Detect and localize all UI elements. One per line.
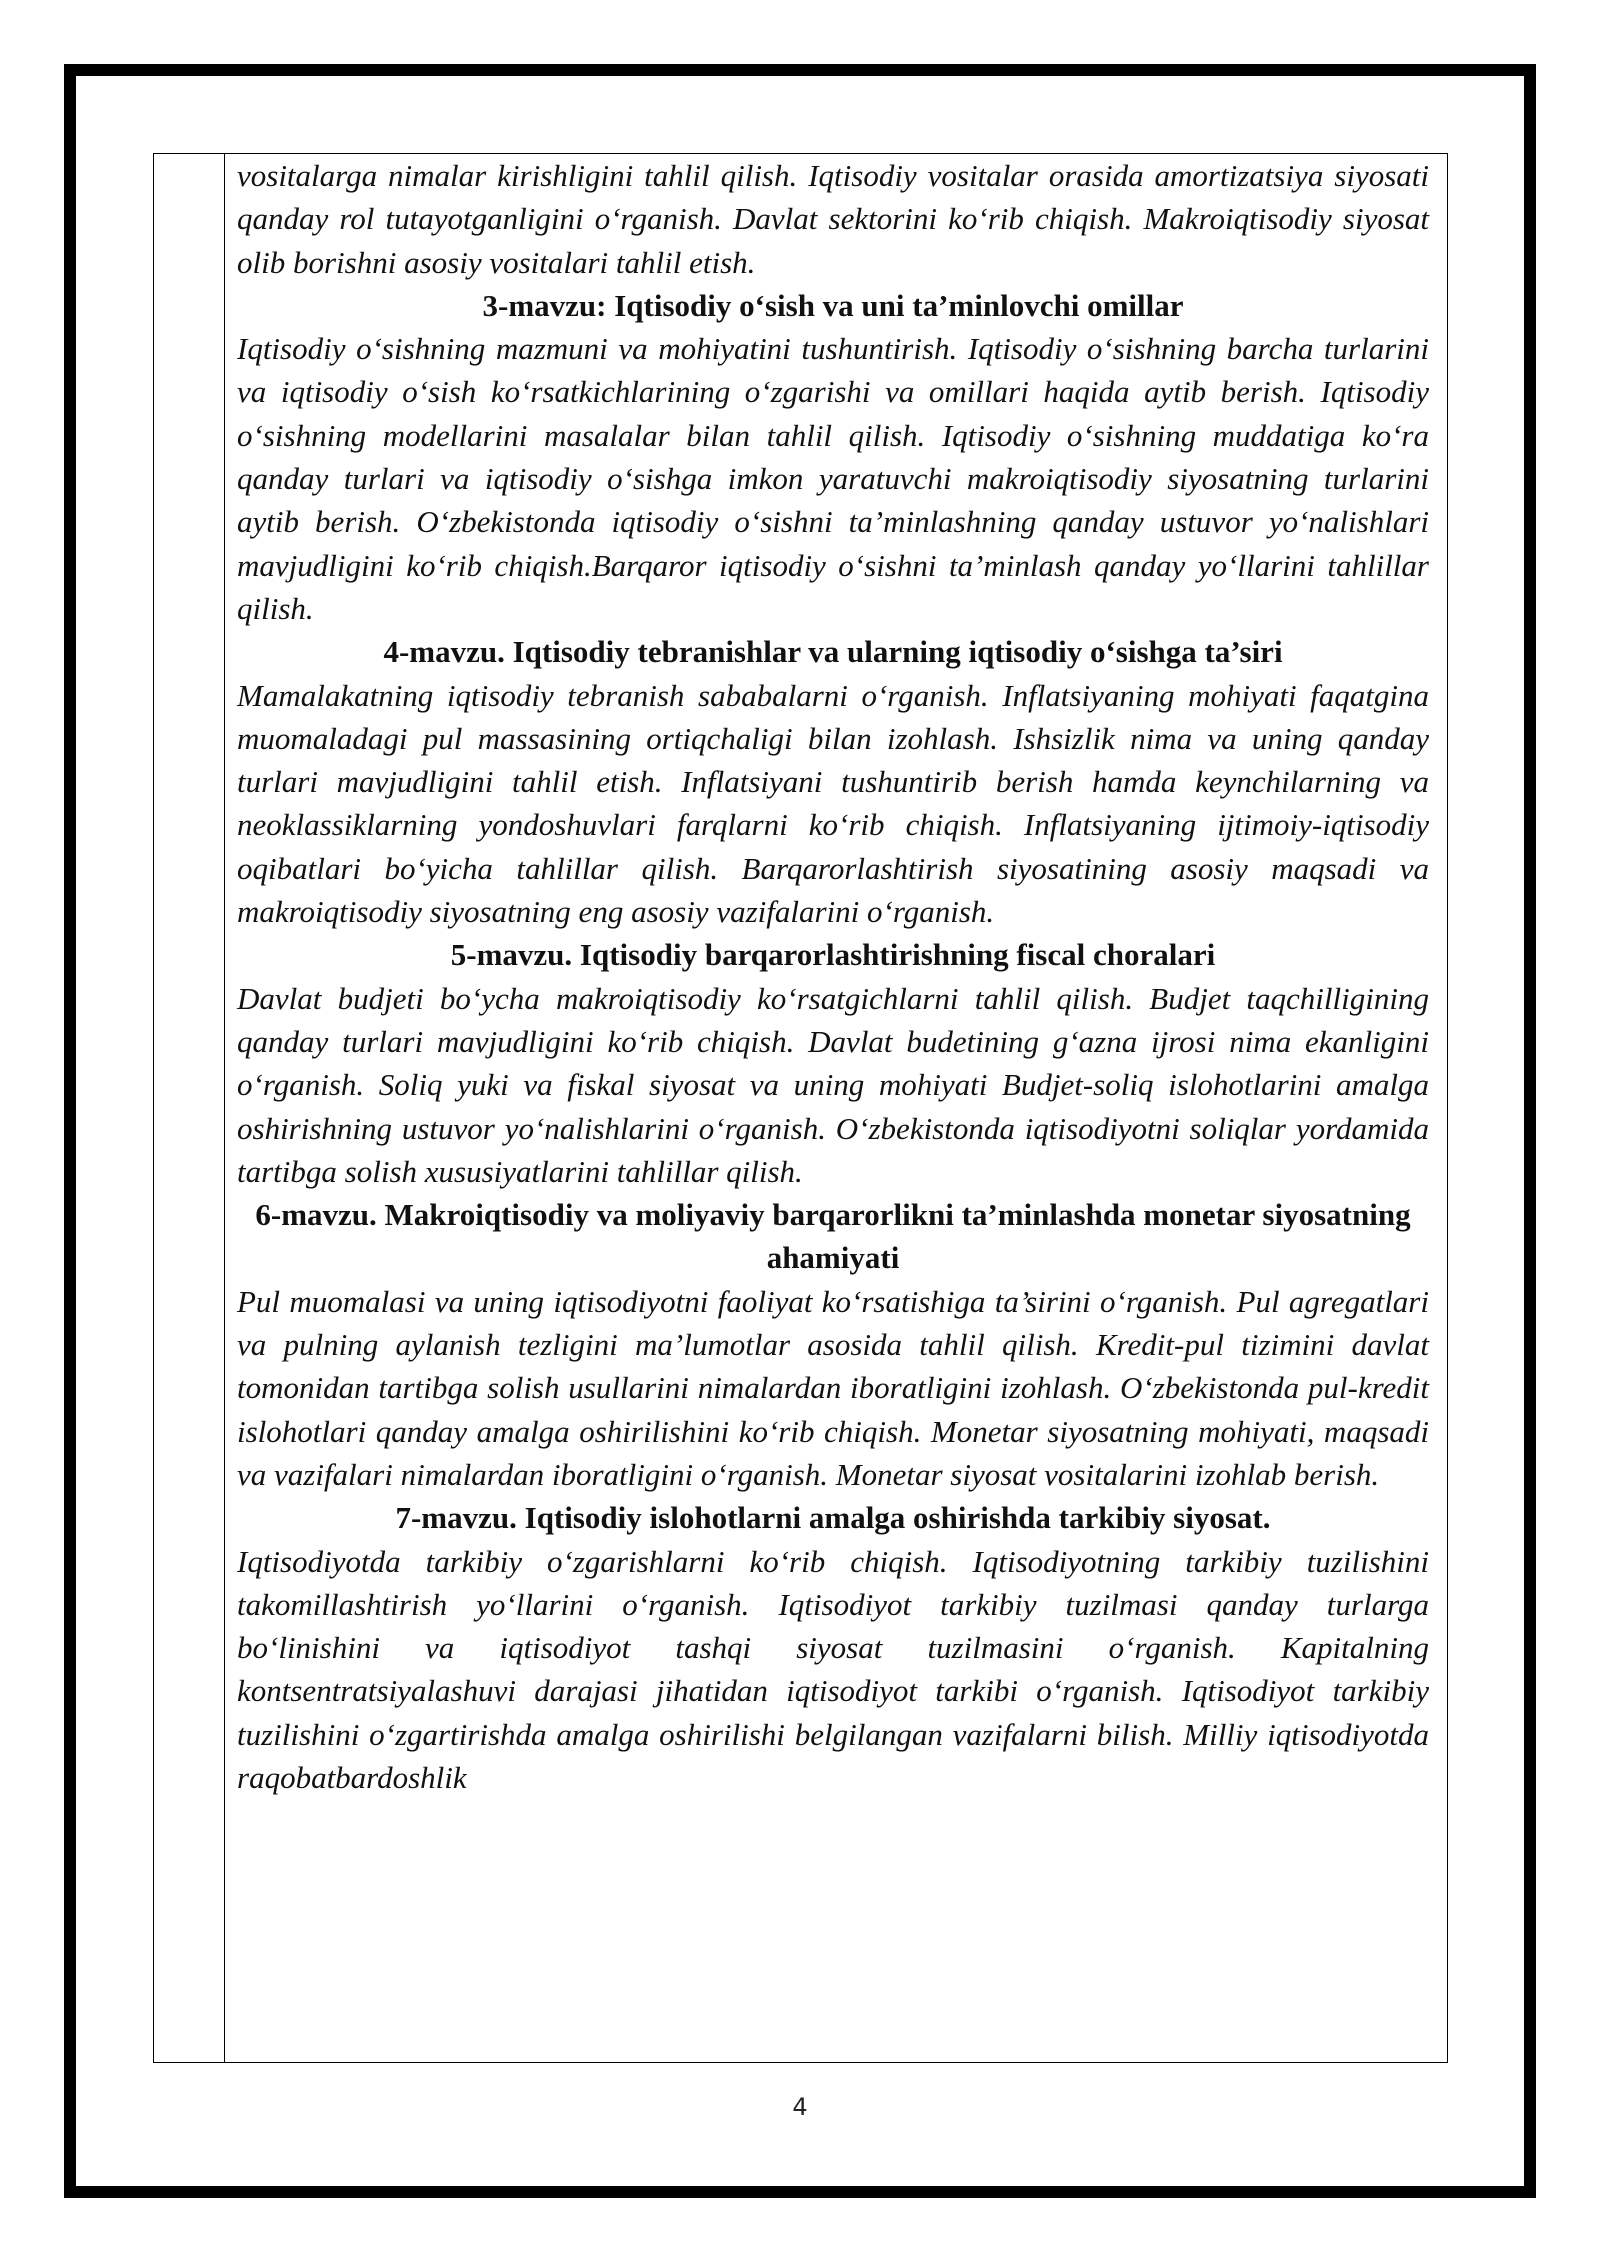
heading-topic-7: 7-mavzu. Iqtisodiy islohotlarni amalga oshirishda tarkibiy siyosat. xyxy=(395,1500,1271,1536)
paragraph-topic-6: Pul muomalasi va uning iqtisodiyotni faoliyat ko‘rsatishiga ta’sirini o‘rganish. Pul agregatlari va pulning aylanish tezligini ma’lumotlar asosida tahlil qilish. Kredit-pul tizimini davlat tomonidan tartibga solish usullarini nimalardan iboratligini izohlash. O‘zbekistonda pul-kredit islohotlari qanday amalga oshirilishini ko‘rib chiqish. Monetar siyosatning mohiyati, maqsadi va vazifalari nimalardan iboratligini o‘rganish. Monetar siyosat vositalarini izohlab berish. xyxy=(237,1283,1429,1492)
paragraph-intro: vositalarga nimalar kirishligini tahlil qilish. Iqtisodiy vositalar orasida amortizatsiya siyosati qanday rol tutayotganligini o‘rganish. Davlat sektorini ko‘rib chiqish. Makroiqtisodiy siyosat olib borishni asosiy vositalari tahlil etish. xyxy=(237,158,1429,280)
heading-topic-6: 6-mavzu. Makroiqtisodiy va moliyaviy barqarorlikni ta’minlashda monetar siyosatning ahamiyati xyxy=(255,1197,1411,1276)
content-table xyxy=(153,153,1448,2063)
paragraph-topic-5: Davlat budjeti bo‘ycha makroiqtisodiy ko‘rsatgichlarni tahlil qilish. Budjet taqchilligining qanday turlari mavjudligini ko‘rib chiqish. Davlat budetining g‘azna ijrosi nima ekanligini o‘rganish. Soliq yuki va fiskal siyosat va uning mohiyati Budjet-soliq islohotlarini amalga oshirishning ustuvor yo‘nalishlarini o‘rganish. O‘zbekistonda iqtisodiyotni soliqlar yordamida tartibga solish xususiyatlarini tahlillar qilish. xyxy=(237,980,1429,1189)
paragraph-topic-3: Iqtisodiy o‘sishning mazmuni va mohiyatini tushuntirish. Iqtisodiy o‘sishning barcha turlarini va iqtisodiy o‘sish ko‘rsatkichlarining o‘zgarishi va omillari haqida aytib berish. Iqtisodiy o‘sishning modellarini masalalar bilan tahlil qilish. Iqtisodiy o‘sishning muddatiga ko‘ra qanday turlari va iqtisodiy o‘sishga imkon yaratuvchi makroiqtisodiy siyosatning turlarini aytib berish. O‘zbekistonda iqtisodiy o‘sishni ta’minlashning qanday ustuvor yo‘nalishlari mavjudligini ko‘rib chiqish.Barqaror iqtisodiy o‘sishni ta’minlash qanday yo‘llarini tahlillar qilish. xyxy=(237,331,1429,626)
paragraph-topic-7: Iqtisodiyotda tarkibiy o‘zgarishlarni ko‘rib chiqish. Iqtisodiyotning tarkibiy tuzilishini takomillashtirish yo‘llarini o‘rganish. Iqtisodiyot tarkibiy tuzilmasi qanday turlarga bo‘linishini va iqtisodiyot tashqi siyosat tuzilmasini o‘rganish. Kapitalning kontsentratsiyalashuvi darajasi jihatidan iqtisodiyot tarkibi o‘rganish. Iqtisodiyot tarkibiy tuzilishini o‘zgartirishda amalga oshirilishi belgilangan vazifalarni bilish. Milliy iqtisodiyotda raqobatbardoshlik xyxy=(237,1543,1429,1795)
heading-topic-3: 3-mavzu: Iqtisodiy o‘sish va uni ta’minlovchi omillar xyxy=(482,287,1184,323)
page-number: 4 xyxy=(792,2093,808,2121)
paragraph-topic-4: Mamalakatning iqtisodiy tebranish sababalarni o‘rganish. Inflatsiyaning mohiyati faqatgina muomaladagi pul massasining ortiqchaligi bilan izohlash. Ishsizlik nima va uning qanday turlari mavjudligini tahlil etish. Inflatsiyani tushuntirib berish hamda keynchilarning va neoklassiklarning yondoshuvlari farqlarni ko‘rib chiqish. Inflatsiyaning ijtimoiy-iqtisodiy oqibatlari bo‘yicha tahlillar qilish. Barqarorlashtirish siyosatining asosiy maqsadi va makroiqtisodiy siyosatning eng asosiy vazifalarini o‘rganish. xyxy=(237,677,1429,930)
number-column xyxy=(154,154,225,2062)
heading-topic-4: 4-mavzu. Iqtisodiy tebranishlar va ularning iqtisodiy o‘sishga ta’siri xyxy=(383,634,1283,670)
heading-topic-5: 5-mavzu. Iqtisodiy barqarorlashtirishning fiscal choralari xyxy=(450,937,1216,973)
text-column xyxy=(225,154,1447,2062)
